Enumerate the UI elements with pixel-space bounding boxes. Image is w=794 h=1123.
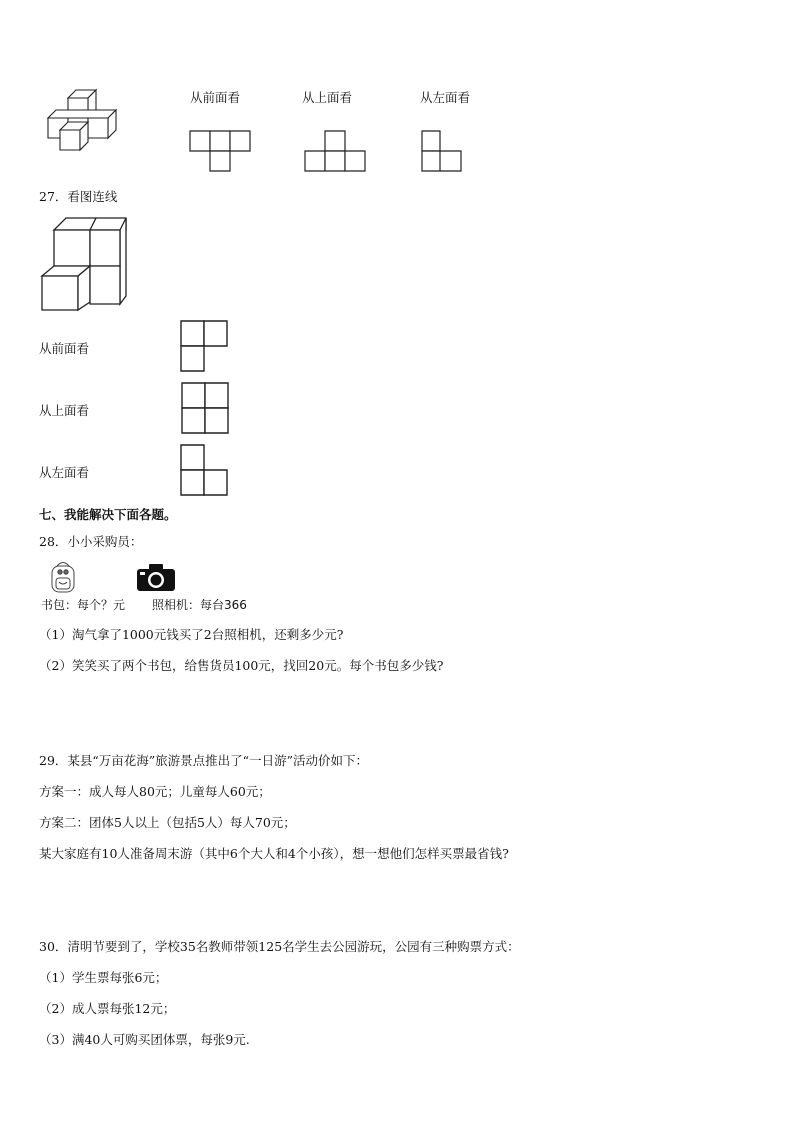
q28-title: 28．小小采购员：	[39, 534, 143, 549]
top-view-shape	[304, 130, 366, 174]
view-label-front-top: 从前面看	[190, 90, 241, 105]
q29-plan-1: 方案一：成人每人80元；儿童每人60元；	[39, 784, 271, 799]
q27-option-shape-2[interactable]	[181, 382, 231, 436]
q27-label-left: 从左面看	[39, 465, 90, 480]
q28-part-2: （2）笑笑买了两个书包，给售货员100元，找回20元。每个书包多少钱?	[39, 658, 444, 673]
schoolbag-price-label: 书包：每个？元	[41, 598, 126, 612]
schoolbag-icon	[48, 560, 78, 594]
left-view-shape	[421, 130, 465, 174]
camera-icon	[136, 563, 176, 593]
q27-option-shape-3[interactable]	[180, 444, 230, 498]
camera-price-label: 照相机：每台366	[152, 598, 247, 612]
q30-option-3: （3）满40人可购买团体票，每张9元.	[39, 1032, 250, 1047]
q30-option-1: （1）学生票每张6元；	[39, 970, 168, 985]
q27-title: 27．看图连线	[39, 189, 118, 204]
front-view-shape	[189, 130, 251, 174]
q29-title: 29．某县“万亩花海”旅游景点推出了“一日游”活动价如下：	[39, 753, 368, 768]
view-label-top-top: 从上面看	[302, 90, 353, 105]
view-label-left-top: 从左面看	[420, 90, 471, 105]
q29-plan-2: 方案二：团体5人以上（包括5人）每人70元；	[39, 815, 296, 830]
top-cube-solid	[40, 84, 132, 154]
q29-question: 某大家庭有10人准备周末游（其中6个大人和4个小孩），想一想他们怎样买票最省钱?	[39, 846, 509, 861]
q30-option-2: （2）成人票每张12元；	[39, 1001, 176, 1016]
q27-cube-solid	[40, 216, 132, 312]
q28-part-1: （1）淘气拿了1000元钱买了2台照相机，还剩多少元?	[39, 627, 344, 642]
q27-label-front: 从前面看	[39, 341, 90, 356]
q27-label-top: 从上面看	[39, 403, 90, 418]
section7-title: 七、我能解决下面各题。	[39, 507, 177, 522]
q27-option-shape-1[interactable]	[180, 320, 230, 374]
q30-title: 30．清明节要到了，学校35名教师带领125名学生去公园游玩，公园有三种购票方式：	[39, 939, 520, 954]
